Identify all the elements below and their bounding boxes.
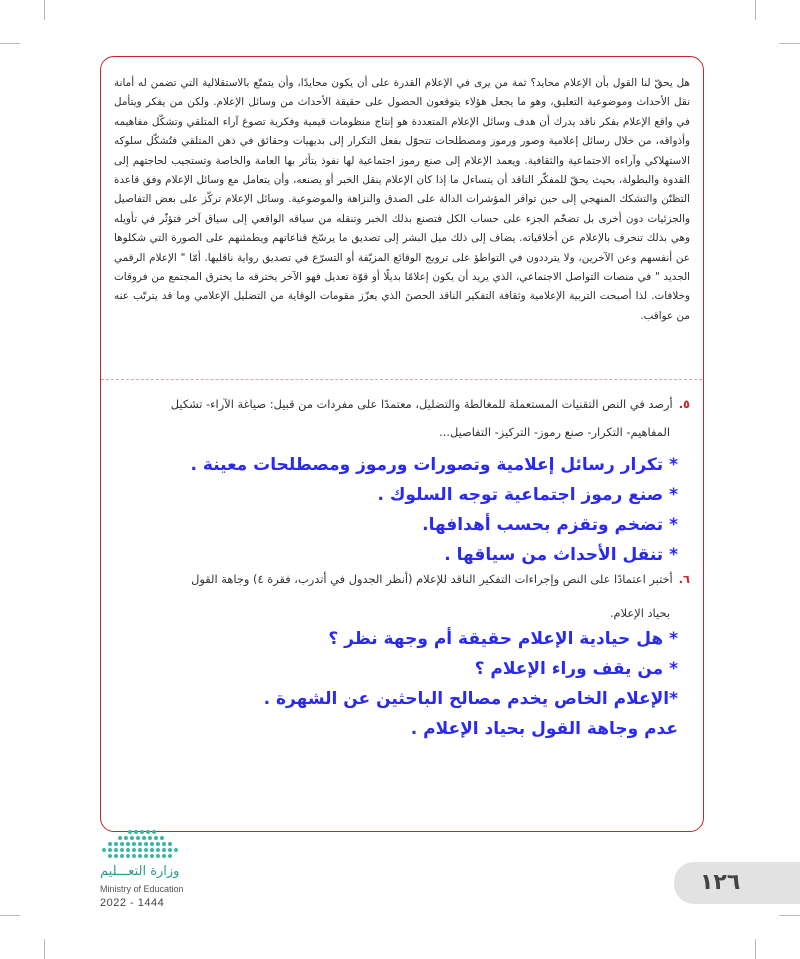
crop-mark: [0, 43, 20, 44]
crop-mark: [779, 43, 800, 44]
passage-line: يتساءل ما إذا كان الإعلام ينقل الخبر أو يصنعه، وأن يتعامل مع وسائل الإعلام وفق قاعدة التظنّن والتشكك المنهجي إلى: [114, 174, 690, 206]
answers-6: [264, 624, 678, 744]
answer-line: * صنع رموز اجتماعية توجه السلوك .: [377, 485, 678, 505]
passage-line: التي شكلوها عن أنفسهم وعن الآخرين، ولا يترددون في التواطؤ على ترويج الوقائع المزيّفة أو التسرّع في تصديق رواية: [114, 232, 690, 264]
crop-mark: [755, 0, 756, 20]
ministry-name-arabic: وزارة التعـــليم: [100, 864, 180, 879]
passage-line: الإعلام. ولكن من يفكر ويتأمل في واقع الإعلام بفكر ناقد يدرك أن هدف وسائل الإعلام المتعددة هو إنتاج منظومات: [114, 96, 690, 128]
question-6-number: ٦.: [678, 572, 690, 586]
answer-line: * تضخم وتقزم بحسب أهدافها.: [422, 515, 678, 535]
passage-line: ناقليها. أمّا " الإعلام الرقمي الجديد " في منصات التواصل الاجتماعي، الذي يريد أن يكون إعلامًا بديلًا أو قوّة تعديل فهو: [114, 251, 690, 284]
passage-line: تضمن له أمانة نقل الأحداث وموضوعية التعليق، وهو ما يجعل هؤلاء يتوقعون الحصول على حقيقة الأحداث من وسائل: [114, 77, 691, 109]
answer-line: * من يقف وراء الإعلام ؟: [474, 659, 678, 679]
passage-line: رموز اجتماعية لها نفوذ يتأثر بها العامة والخاصة وتستجيب لحاجتهم إلى القدوة والبطولة، بحيث يحقّ للمفكّر الناقد أن: [114, 154, 690, 187]
ministry-logo-icon: [100, 828, 186, 862]
crop-mark: [779, 915, 800, 916]
passage-line: قيمية وفكرية تصوغ آراء المتلقي وتشكّل مفاهيمه وأذواقه، من خلال رسائل إعلامية وصور ورموز ومصطلحات تتحوّل بفعل: [114, 115, 690, 148]
question-6: [191, 565, 690, 627]
ministry-name-english: Ministry of Education: [100, 884, 184, 894]
passage-line: حين توافر المؤشرات الدالة على الصدق والنزاهة والموضوعية. وسائل الإعلام تركّز على بعض التفاصيل والجزئيات دون: [114, 193, 690, 225]
question-6-line-2: بحياد الإعلام.: [609, 606, 670, 620]
answer-line: عدم وجاهة القول بحياد الإعلام .: [410, 719, 678, 739]
answer-line: * تنقل الأحداث من سياقها .: [444, 545, 678, 565]
edition-year: 2022 - 1444: [100, 897, 165, 909]
question-5: [171, 390, 690, 446]
passage-line: هل يحقّ لنا القول بأن الإعلام محايد؟ ثمة من يرى في الإعلام القدرة على أن يكون محايدًا، وأن يتمتّع بالاستقلالية التي: [176, 77, 690, 89]
question-5-line-2: المفاهيم- التكرار- صنع رموز- التركيز- التفاصيل...: [439, 425, 670, 439]
answer-line: *الإعلام الخاص يخدم مصالح الباحثين عن الشهرة .: [263, 689, 678, 709]
question-6-line-1: ٦.أختبر اعتمادًا على النص وإجراءات التفكير الناقد للإعلام (أنظر الجدول في أتدرب، فقرة ٤) وجاهة القول: [191, 572, 690, 586]
question-5-line-1: ٥.أرصد في النص التقنيات المستعملة للمغالطة والتضليل، معتمدًا على مفردات من قبيل: صياغة الآراء- تشكيل: [170, 397, 690, 411]
crop-mark: [0, 915, 20, 916]
crop-mark: [755, 939, 756, 959]
answer-line: * هل حيادية الإعلام حقيقة أم وجهة نظر ؟: [328, 629, 678, 649]
passage-line: التكرار إلى بديهيات وحقائق في ذهن المتلقي فتُشكّل سلوكه الاستهلاكي وآراءه الاجتماعية والثقافية. ويعمد الإعلام إلى صنع: [114, 135, 690, 167]
question-5-number: ٥.: [678, 397, 690, 411]
passage-line: يعزّز مقومات الوقاية من التضليل الإعلامي وما قد يترتّب عنه من عواقب.: [114, 290, 690, 322]
answers-5: [191, 450, 678, 570]
passage-line: الآخر يخترقه ما يخترق المجتمع من فروقات وخلافات. لذا أصبحت التربية الإعلامية وثقافة التفكير الناقد الحصنَ الذي: [114, 271, 691, 303]
crop-mark: [44, 0, 45, 20]
passage-line: بذلك تنحرف بالإعلام عن أخلاقياته. يضاف إلى ذلك ميل البشر إلى تصديق ما يرسّخ قناعاتهم ويطمئنهم على الصورة: [167, 232, 668, 245]
answer-line: * تكرار رسائل إعلامية وتصورات ورموز ومصطلحات معينة .: [190, 455, 678, 475]
reading-passage: [100, 74, 704, 374]
passage-divider: [101, 379, 702, 380]
page-number: ١٢٦: [700, 870, 741, 895]
passage-line: أخرى بل تضخّم الجزء على حساب الكل فتصنع بذلك الخبر وتنقله من سياقه الواقعي إلى سياق آخر فتؤثّر في تأويله وهي: [114, 212, 690, 245]
crop-mark: [44, 939, 45, 959]
